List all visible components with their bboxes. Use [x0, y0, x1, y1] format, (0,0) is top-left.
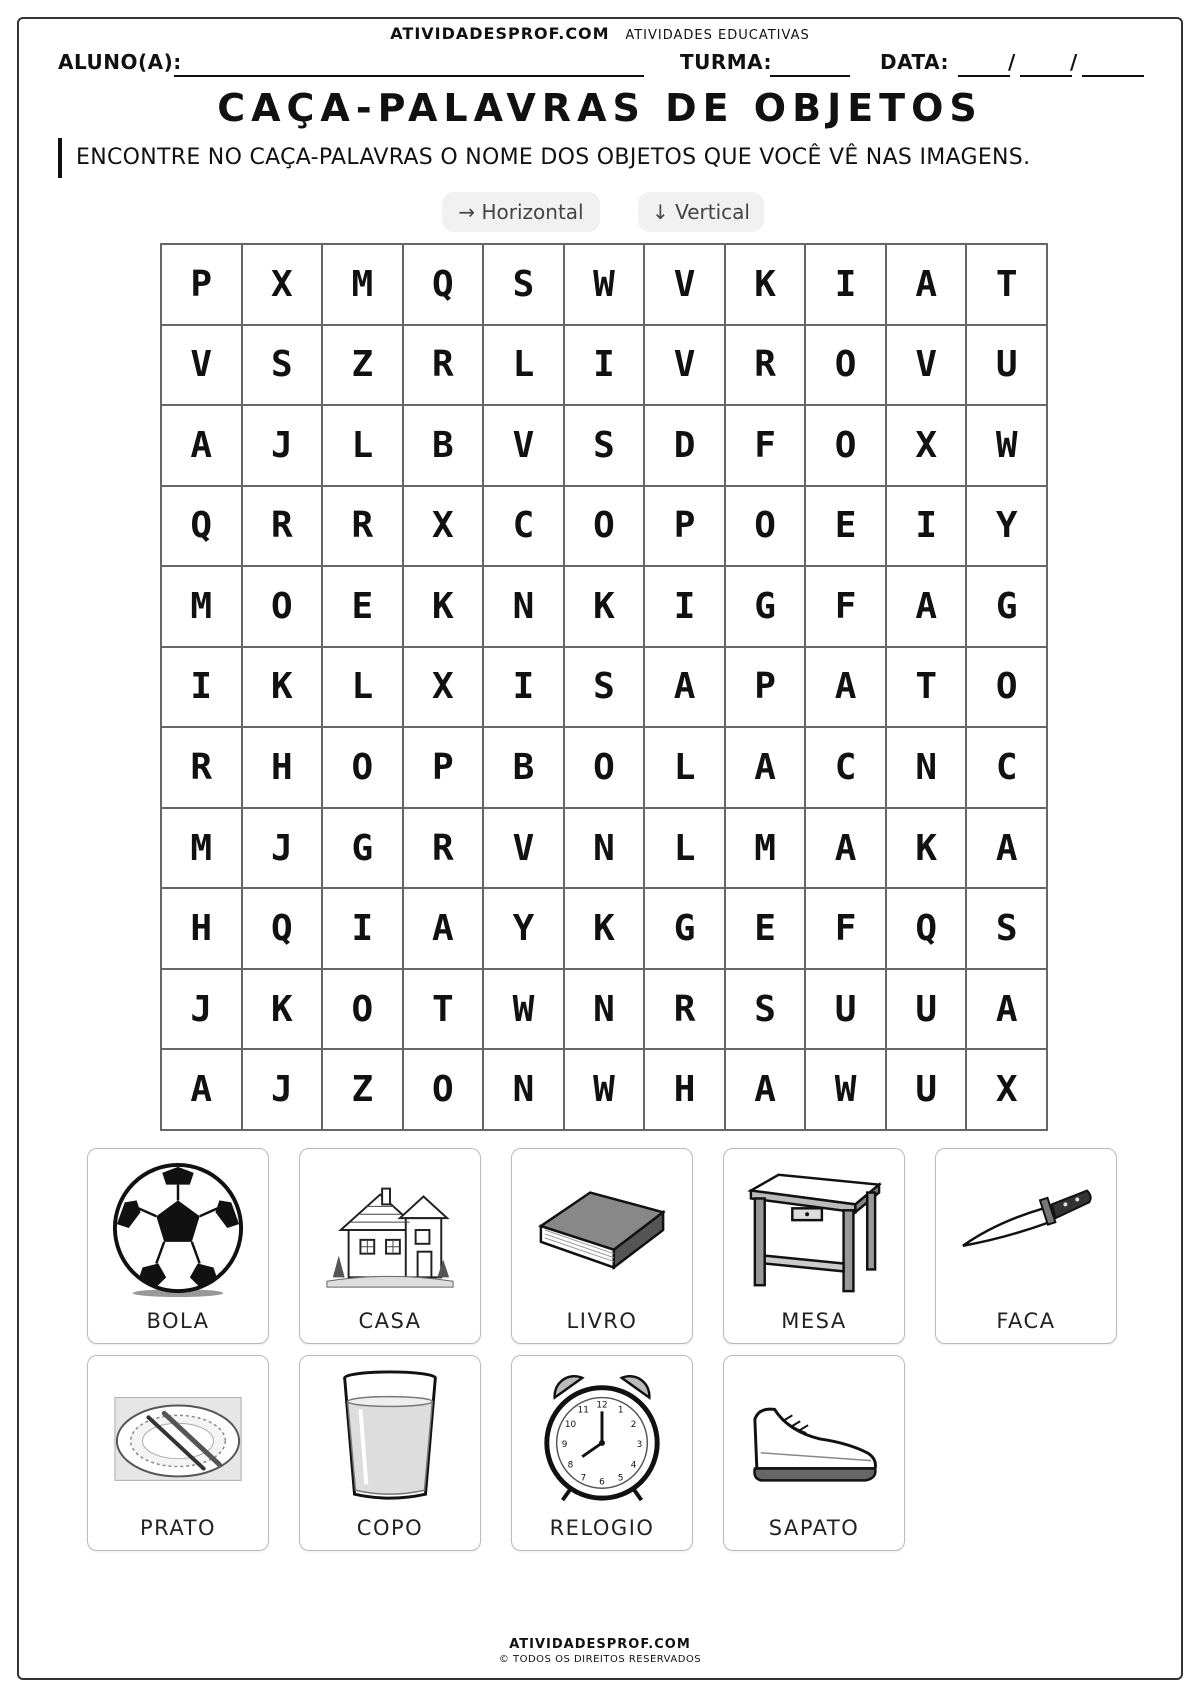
grid-cell[interactable]: B [404, 406, 485, 487]
grid-cell[interactable]: T [887, 648, 968, 729]
grid-cell[interactable]: S [565, 648, 646, 729]
glass-icon [321, 1368, 459, 1506]
grid-cell[interactable]: P [404, 728, 485, 809]
grid-cell[interactable]: I [323, 889, 404, 970]
footer [0, 1637, 1200, 1665]
grid-cell[interactable]: C [806, 728, 887, 809]
svg-text:4: 4 [630, 1460, 637, 1471]
grid-cell[interactable]: O [806, 406, 887, 487]
site-tagline: ATIVIDADES EDUCATIVAS [625, 28, 810, 43]
grid-cell[interactable]: C [484, 487, 565, 568]
grid-cell[interactable]: D [645, 406, 726, 487]
svg-text:1: 1 [617, 1405, 624, 1416]
grid-cell[interactable]: V [484, 809, 565, 890]
grid-cell[interactable]: E [726, 889, 807, 970]
grid-cell[interactable]: V [887, 326, 968, 407]
grid-cell[interactable]: F [726, 406, 807, 487]
object-card-bola [87, 1148, 269, 1344]
grid-cell[interactable]: J [243, 809, 324, 890]
grid-cell[interactable]: S [484, 245, 565, 326]
date-year-line[interactable] [1082, 75, 1144, 77]
svg-text:11: 11 [577, 1405, 589, 1416]
instruction: ENCONTRE NO CAÇA-PALAVRAS O NOME DOS OBJETOS QUE VOCÊ VÊ NAS IMAGENS. [58, 138, 1148, 178]
grid-cell[interactable]: T [967, 245, 1048, 326]
grid-cell[interactable]: K [565, 567, 646, 648]
grid-cell[interactable]: W [565, 245, 646, 326]
grid-cell[interactable]: L [323, 406, 404, 487]
grid-cell[interactable]: M [162, 809, 243, 890]
turma-label: TURMA: [680, 50, 773, 74]
grid-cell[interactable]: R [726, 326, 807, 407]
grid-cell[interactable]: M [726, 809, 807, 890]
footer-rights: © TODOS OS DIREITOS RESERVADOS [498, 1654, 702, 1665]
grid-cell[interactable]: W [565, 1050, 646, 1131]
grid-cell[interactable]: T [404, 970, 485, 1051]
object-label: SAPATO [768, 1516, 860, 1540]
grid-cell[interactable]: J [243, 406, 324, 487]
grid-cell[interactable]: U [887, 1050, 968, 1131]
grid-cell[interactable]: E [323, 567, 404, 648]
grid-cell[interactable]: G [323, 809, 404, 890]
direction-horizontal-badge: → Horizontal [442, 192, 600, 232]
grid-cell[interactable]: X [404, 487, 485, 568]
grid-cell[interactable]: N [565, 970, 646, 1051]
grid-cell[interactable]: M [323, 245, 404, 326]
grid-cell[interactable]: O [565, 728, 646, 809]
grid-cell[interactable]: U [806, 970, 887, 1051]
grid-cell[interactable]: A [967, 809, 1048, 890]
grid-cell[interactable]: N [484, 1050, 565, 1131]
table-icon [745, 1161, 883, 1299]
grid-cell[interactable]: I [484, 648, 565, 729]
grid-cell[interactable]: G [726, 567, 807, 648]
grid-cell[interactable]: I [887, 487, 968, 568]
grid-cell[interactable]: H [243, 728, 324, 809]
grid-cell[interactable]: A [645, 648, 726, 729]
grid-cell[interactable]: J [162, 970, 243, 1051]
student-info-row [58, 50, 1148, 80]
grid-cell[interactable]: U [967, 326, 1048, 407]
direction-vertical-badge: ↓ Vertical [638, 192, 764, 232]
turma-line[interactable] [770, 75, 850, 77]
grid-cell[interactable]: R [243, 487, 324, 568]
svg-text:10: 10 [564, 1420, 577, 1431]
grid-cell[interactable]: U [887, 970, 968, 1051]
grid-cell[interactable]: A [887, 245, 968, 326]
grid-cell[interactable]: Z [323, 326, 404, 407]
grid-cell[interactable]: N [887, 728, 968, 809]
grid-cell[interactable]: L [645, 809, 726, 890]
grid-cell[interactable]: V [162, 326, 243, 407]
grid-cell[interactable]: Q [887, 889, 968, 970]
grid-cell[interactable]: L [323, 648, 404, 729]
grid-cell[interactable]: X [967, 1050, 1048, 1131]
grid-cell[interactable]: S [726, 970, 807, 1051]
grid-cell[interactable]: P [726, 648, 807, 729]
grid-cell[interactable]: A [806, 648, 887, 729]
grid-cell[interactable]: O [323, 970, 404, 1051]
object-card-sapato [723, 1355, 905, 1551]
grid-cell[interactable]: A [162, 1050, 243, 1131]
svg-text:9: 9 [561, 1439, 568, 1450]
grid-cell[interactable]: V [645, 245, 726, 326]
grid-cell[interactable]: R [404, 809, 485, 890]
grid-cell[interactable]: R [162, 728, 243, 809]
date-separator: / [1070, 50, 1078, 74]
grid-cell[interactable]: K [243, 970, 324, 1051]
grid-cell[interactable]: F [806, 567, 887, 648]
object-card-mesa [723, 1148, 905, 1344]
grid-cell[interactable]: W [484, 970, 565, 1051]
object-card-copo [299, 1355, 481, 1551]
grid-cell[interactable]: I [565, 326, 646, 407]
soccer-ball-icon [109, 1161, 247, 1299]
grid-cell[interactable]: G [645, 889, 726, 970]
object-card-livro [511, 1148, 693, 1344]
grid-cell[interactable]: K [726, 245, 807, 326]
grid-cell[interactable]: J [243, 1050, 324, 1131]
grid-cell[interactable]: K [243, 648, 324, 729]
grid-cell[interactable]: A [887, 567, 968, 648]
grid-cell[interactable]: V [645, 326, 726, 407]
svg-text:12: 12 [596, 1400, 608, 1411]
object-label: BOLA [146, 1309, 210, 1333]
date-separator: / [1008, 50, 1016, 74]
object-label: LIVRO [566, 1309, 638, 1333]
grid-cell[interactable]: W [806, 1050, 887, 1131]
word-search-grid[interactable] [160, 243, 1048, 1131]
grid-cell[interactable]: Y [484, 889, 565, 970]
object-card-relogio [511, 1355, 693, 1551]
shoe-icon [745, 1368, 883, 1506]
site-header [0, 24, 1200, 43]
aluno-line[interactable] [174, 75, 644, 77]
svg-text:2: 2 [630, 1420, 637, 1431]
grid-cell[interactable]: K [404, 567, 485, 648]
grid-cell[interactable]: V [484, 406, 565, 487]
grid-cell[interactable]: L [645, 728, 726, 809]
object-card-faca [935, 1148, 1117, 1344]
grid-cell[interactable]: A [726, 1050, 807, 1131]
grid-cell[interactable]: O [565, 487, 646, 568]
grid-cell[interactable]: R [645, 970, 726, 1051]
grid-cell[interactable]: X [404, 648, 485, 729]
grid-cell[interactable]: Q [243, 889, 324, 970]
grid-cell[interactable]: O [323, 728, 404, 809]
grid-cell[interactable]: Z [323, 1050, 404, 1131]
grid-cell[interactable]: R [323, 487, 404, 568]
grid-cell[interactable]: E [806, 487, 887, 568]
svg-text:5: 5 [617, 1473, 624, 1484]
svg-text:8: 8 [567, 1460, 574, 1471]
grid-cell[interactable]: M [162, 567, 243, 648]
grid-cell[interactable]: S [565, 406, 646, 487]
grid-cell[interactable]: F [806, 889, 887, 970]
grid-cell[interactable]: Q [162, 487, 243, 568]
object-label: COPO [356, 1516, 424, 1540]
alarm-clock-icon [533, 1368, 671, 1506]
grid-cell[interactable]: A [726, 728, 807, 809]
date-month-line[interactable] [1020, 75, 1072, 77]
grid-cell[interactable]: L [484, 326, 565, 407]
object-card-casa [299, 1148, 481, 1344]
book-icon [533, 1161, 671, 1299]
page-title: CAÇA-PALAVRAS DE OBJETOS [217, 86, 983, 130]
footer-site: ATIVIDADESPROF.COM [509, 1637, 691, 1652]
house-icon [321, 1161, 459, 1299]
grid-cell[interactable]: C [967, 728, 1048, 809]
grid-cell[interactable]: I [645, 567, 726, 648]
object-card-prato [87, 1355, 269, 1551]
site-name: ATIVIDADESPROF.COM [390, 24, 610, 43]
svg-text:6: 6 [599, 1477, 605, 1488]
knife-icon [957, 1161, 1095, 1299]
grid-cell[interactable]: I [162, 648, 243, 729]
grid-cell[interactable]: W [967, 406, 1048, 487]
data-label: DATA: [880, 50, 949, 74]
date-day-line[interactable] [958, 75, 1010, 77]
grid-cell[interactable]: A [162, 406, 243, 487]
grid-cell[interactable]: N [565, 809, 646, 890]
svg-text:3: 3 [636, 1439, 643, 1450]
grid-cell[interactable]: O [243, 567, 324, 648]
grid-cell[interactable]: O [967, 648, 1048, 729]
grid-cell[interactable]: B [484, 728, 565, 809]
object-label: PRATO [140, 1516, 216, 1540]
grid-cell[interactable]: P [162, 245, 243, 326]
aluno-label: ALUNO(A): [58, 50, 182, 74]
grid-cell[interactable]: G [967, 567, 1048, 648]
object-label: FACA [996, 1309, 1056, 1333]
grid-cell[interactable]: X [243, 245, 324, 326]
object-label: CASA [358, 1309, 422, 1333]
grid-cell[interactable]: I [806, 245, 887, 326]
grid-cell[interactable]: O [726, 487, 807, 568]
grid-cell[interactable]: O [806, 326, 887, 407]
grid-cell[interactable]: K [887, 809, 968, 890]
grid-cell[interactable]: A [806, 809, 887, 890]
grid-cell[interactable]: P [645, 487, 726, 568]
grid-cell[interactable]: O [404, 1050, 485, 1131]
grid-cell[interactable]: Y [967, 487, 1048, 568]
grid-cell[interactable]: H [162, 889, 243, 970]
grid-cell[interactable]: A [967, 970, 1048, 1051]
plate-icon [109, 1368, 247, 1506]
grid-cell[interactable]: H [645, 1050, 726, 1131]
grid-cell[interactable]: X [887, 406, 968, 487]
grid-cell[interactable]: N [484, 567, 565, 648]
grid-cell[interactable]: R [404, 326, 485, 407]
grid-cell[interactable]: S [967, 889, 1048, 970]
grid-cell[interactable]: A [404, 889, 485, 970]
object-label: MESA [781, 1309, 847, 1333]
object-label: RELOGIO [549, 1516, 655, 1540]
grid-cell[interactable]: S [243, 326, 324, 407]
svg-text:7: 7 [580, 1473, 587, 1484]
grid-cell[interactable]: Q [404, 245, 485, 326]
grid-cell[interactable]: K [565, 889, 646, 970]
